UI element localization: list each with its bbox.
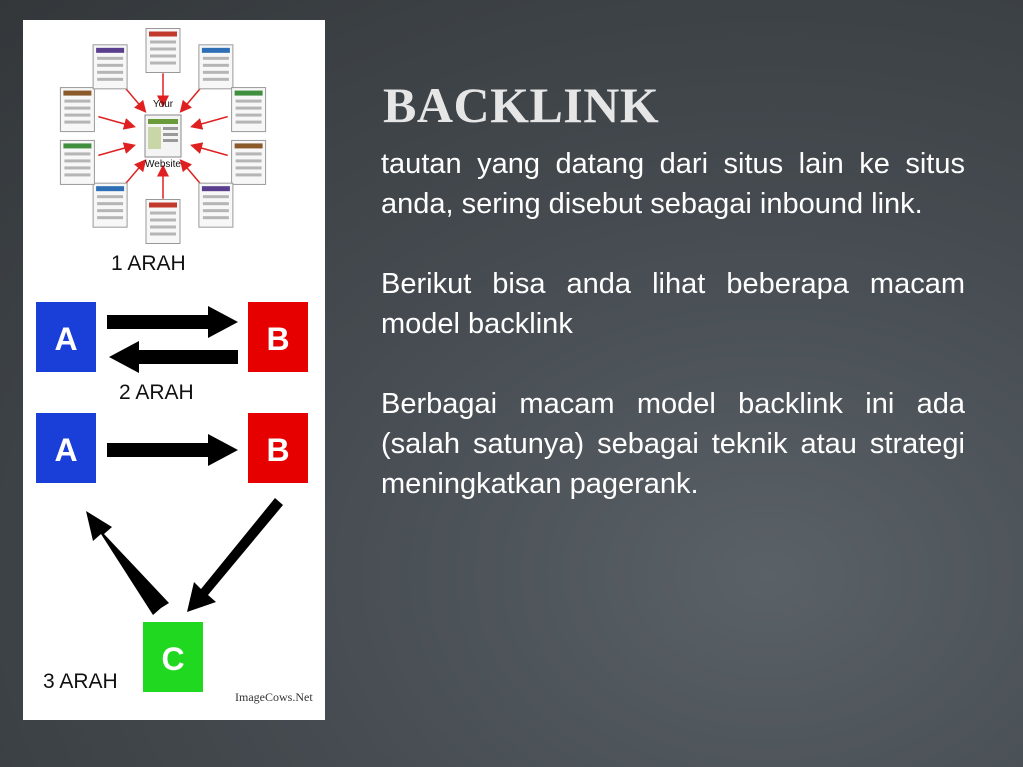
website-thumbnail: [146, 200, 180, 244]
spoke-arrow: [98, 145, 134, 155]
three-way-section: [36, 413, 313, 704]
two-way-section: [36, 302, 308, 404]
watermark: ImageCows.Net: [235, 690, 313, 704]
website-thumbnail: [146, 29, 180, 73]
website-thumbnail: [199, 183, 233, 227]
label-1-arah: 1 ARAH: [111, 252, 186, 275]
node-b-label-3: B: [266, 432, 290, 468]
paragraph-strategy: Berbagai macam model backlink ini ada (salah satunya) sebagai teknik atau strategi meningkatkan pagerank.: [381, 388, 965, 500]
website-thumbnail: [232, 88, 266, 132]
spoke-arrow: [192, 145, 228, 155]
node-c-label: C: [161, 641, 185, 677]
node-a-label: A: [54, 321, 78, 357]
hub-label-bottom: Website: [145, 159, 181, 170]
slide-body: [381, 144, 965, 544]
arrow-c-to-a: [86, 511, 169, 615]
spoke-arrow: [98, 117, 134, 127]
arrow-a-to-b-3: [107, 434, 238, 466]
website-thumbnail: [199, 45, 233, 89]
node-b-label: B: [266, 321, 290, 357]
slide-title: BACKLINK: [383, 77, 660, 133]
website-thumbnail: [232, 140, 266, 184]
label-3-arah: 3 ARAH: [43, 670, 118, 693]
hub-label-top: Your: [152, 99, 174, 110]
website-thumbnail: [93, 183, 127, 227]
arrow-b-to-a: [109, 341, 238, 373]
label-2-arah: 2 ARAH: [119, 381, 194, 404]
backlink-diagram: [23, 20, 325, 720]
website-thumbnail: [60, 140, 94, 184]
arrow-b-to-c: [187, 498, 283, 612]
website-thumbnail: [60, 88, 94, 132]
arrow-a-to-b: [107, 306, 238, 338]
paragraph-models: Berikut bisa anda lihat beberapa macam model backlink: [381, 268, 965, 340]
website-thumbnail: [93, 45, 127, 89]
spoke-arrow: [192, 117, 228, 127]
paragraph-definition: tautan yang datang dari situs lain ke situs anda, sering disebut sebagai inbound link.: [381, 148, 965, 220]
backlink-diagram-svg: [23, 20, 325, 720]
hub-website: [145, 99, 181, 170]
node-a-label-3: A: [54, 432, 78, 468]
